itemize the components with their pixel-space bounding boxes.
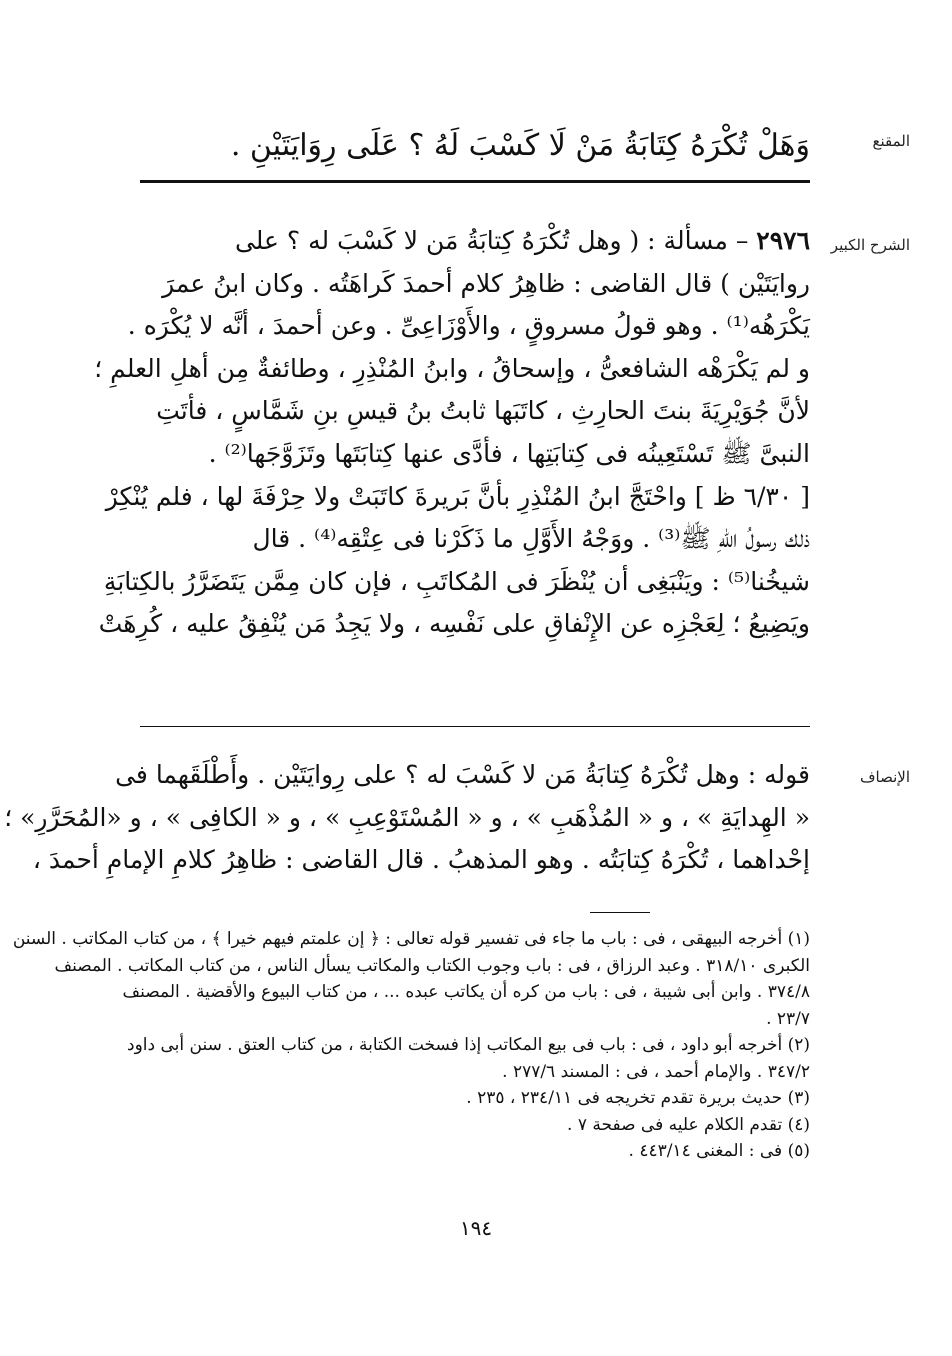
insaf-line: إحْداهما ، تُكْرَهُ كِتابَتُه . وهو المذهبُ . قال القاضى : ظاهِرُ كلامِ الإمامِ أحمدَ ، xyxy=(32,845,810,874)
footnote-line: ٣٧٤/٨ . وابن أبى شيبة ، فى : باب من كره أن يكاتب عبده ... ، من كتاب البيوع والأقضية . المصنف xyxy=(122,982,810,1002)
sharh-divider xyxy=(140,726,810,727)
sharh-line-first xyxy=(138,220,810,263)
footnote-line: الكبرى ٣١٨/١٠ . وعبد الرزاق ، فى : باب وجوب الكتاب والمكاتب يسأل الناس ، من كتاب المكاتب . المصنف xyxy=(54,955,810,976)
footnotes xyxy=(12,926,810,1165)
sharh-first-rest: – مسألة : ( وهل تُكْرَهُ كِتابَةُ مَن لا كَسْبَ له ؟ على xyxy=(234,226,757,255)
footnote-line: ٢٣/٧ . xyxy=(766,1008,810,1029)
insaf-text xyxy=(4,754,810,882)
issue-number: ٢٩٧٦ xyxy=(756,226,810,255)
footnote-line: ٣٤٧/٢ . والإمام أحمد ، فى : المسند ٢٧٧/٦ . xyxy=(502,1061,810,1082)
footnote-line: (٤) تقدم الكلام عليه فى صفحة ٧ . xyxy=(567,1114,810,1135)
footnote-divider xyxy=(590,912,650,913)
footnote-line: (٥) فى : المغنى ٤٤٣/١٤ . xyxy=(628,1141,810,1161)
sharh-line: لأنَّ جُوَيْرِيَةَ بنتَ الحارِثِ ، كاتَبَها ثابتُ بنُ قيسِ بنِ شَمَّاسٍ ، فأتَتِ xyxy=(156,396,810,426)
page-number: ١٩٤ xyxy=(459,1216,493,1240)
sharh-line: و لم يَكْرَهْه الشافعىُّ ، وإسحاقُ ، وابنُ المُنْذِرِ ، وطائفةٌ مِن أهلِ العلمِ ؛ xyxy=(94,353,810,383)
sharh-line: يَكْرَهُه⁽¹⁾ . وهو قولُ مسروقٍ ، والأَوْزَاعِىِّ . وعن أحمدَ ، أنَّه لا يُكْرَه . xyxy=(127,311,810,341)
insaf-line: قوله : وهل تُكْرَهُ كِتابَةُ مَن لا كَسْبَ له ؟ على رِوايَتَيْن . وأَطْلَقَهما فى xyxy=(115,760,810,789)
muqni-text xyxy=(138,122,810,170)
sharh-line: النبىَّ ﷺ تَسْتَعِينُه فى كِتابَتِها ، فأدَّى عنها كِتابَتَها وتَزَوَّجَها⁽²⁾ . xyxy=(208,438,810,468)
sharh-text xyxy=(94,220,810,646)
footnote-line: (٣) حديث بريرة تقدم تخريجه فى ٢٣٤/١١ ، ٢٣٥ . xyxy=(466,1088,810,1108)
sharh-line: ويَضِيعُ ؛ لِعَجْزِه عن الإِنْفاقِ على نَفْسِه ، ولا يَجِدُ مَن يُنْفِقُ عليه ، كُرِهَتْ xyxy=(98,609,810,639)
footnote-line: (٢) أخرجه أبو داود ، فى : باب فى بيع المكاتب إذا فسخت الكتابة ، من كتاب العتق . سنن أبى داود xyxy=(127,1035,810,1055)
sharh-line: ذلك رسولُ اللهِ ﷺ⁽³⁾ . ووَجْهُ الأَوَّلِ ما ذَكَرْنا فى عِتْقِه⁽⁴⁾ . قال xyxy=(252,524,810,554)
label-insaf: الإنصاف xyxy=(859,768,910,786)
sharh-line: [ ٦/٣٠ ظ ] واحْتَجَّ ابنُ المُنْذِرِ بأنَّ بَريرةَ كاتَبَتْ ولا حِرْفَةَ لها ، فلم يُنْكِرْ xyxy=(105,481,810,511)
muqni-divider xyxy=(140,180,810,183)
muqni-line: وَهَلْ تُكْرَهُ كِتَابَةُ مَنْ لَا كَسْبَ لَهُ ؟ عَلَى رِوَايَتَيْنِ . xyxy=(230,128,810,163)
insaf-line: « الهِدايَةِ » ، و « المُذْهَبِ » ، و « المُسْتَوْعِبِ » ، و « الكافِى » ، و «المُحَرَّرِ» ؛ xyxy=(4,802,810,832)
footnote-line: (١) أخرجه البيهقى ، فى : باب ما جاء فى تفسير قوله تعالى : ﴿ إن علمتم فيهم خيرا ﴾ ، من كتاب المكاتب . السنن xyxy=(12,929,810,949)
sharh-line: شيخُنا⁽⁵⁾ : ويَنْبَغِى أن يُنْظَرَ فى المُكاتَبِ ، فإن كان مِمَّن يَتَضَرَّرُ بالكِتابَةِ xyxy=(103,566,810,596)
label-sharh: الشرح الكبير xyxy=(830,236,910,254)
label-muqni: المقنع xyxy=(872,132,910,150)
sharh-line: روايَتَيْن ) قال القاضى : ظاهِرُ كلام أحمدَ كَراهَتُه . وكان ابنُ عمرَ xyxy=(162,268,810,298)
